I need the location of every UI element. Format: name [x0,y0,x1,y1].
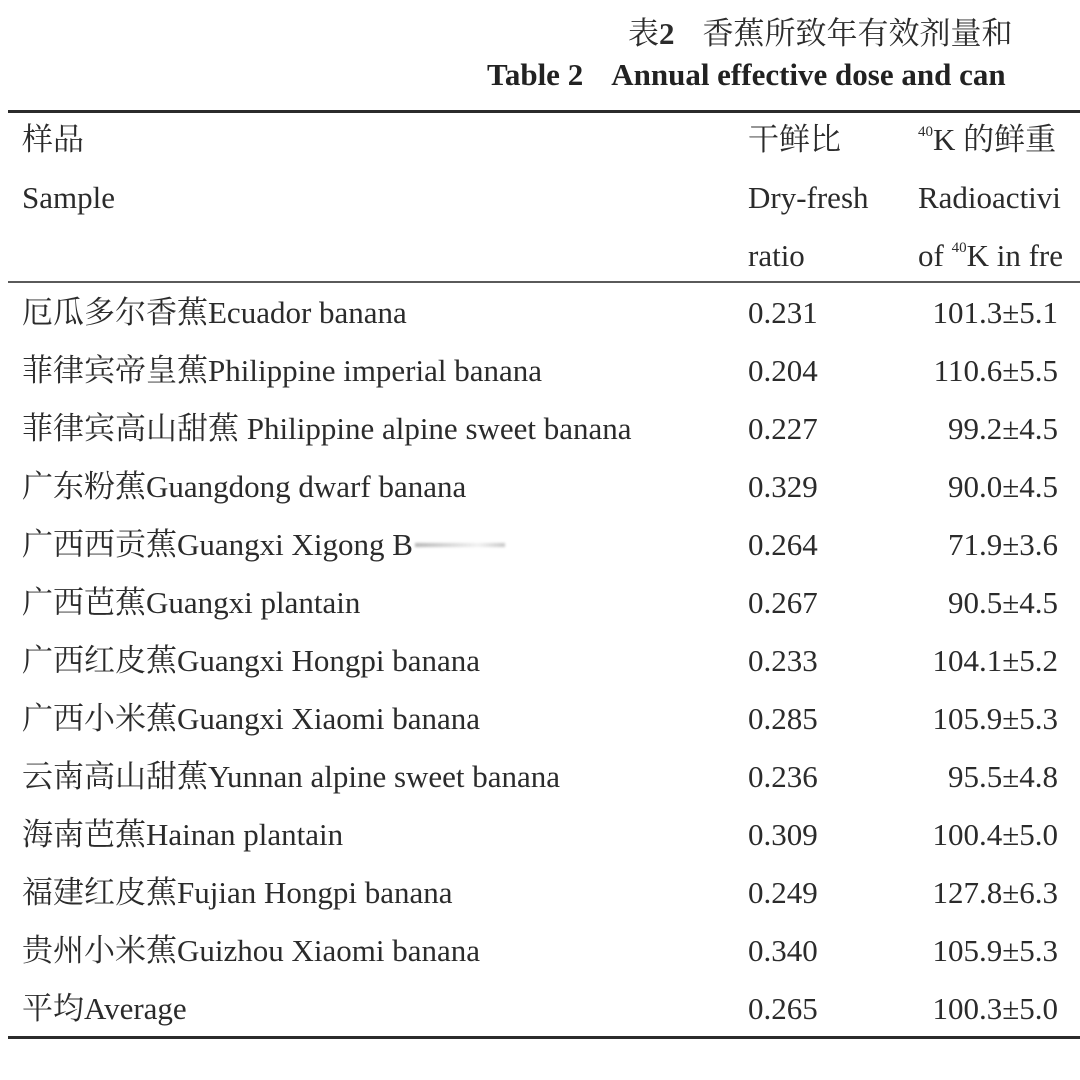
sample-name [22,467,466,507]
table-caption-cn: 香蕉所致年有效剂量和 [702,16,1013,51]
sample-name-cn: 广东粉蕉 [22,469,146,504]
header-k40-en-prefix: of [918,238,952,273]
dry-fresh-ratio: 0.309 [748,817,818,852]
dry-fresh-ratio: 0.204 [748,353,818,388]
sample-name [22,293,407,333]
sample-name [22,525,505,565]
k40-activity: 100.4±5.0 [932,817,1058,852]
k40-activity: 105.9±5.3 [932,701,1058,736]
sample-name-en: Hainan plantain [146,817,344,852]
sample-name-en: Guangdong dwarf banana [146,469,467,504]
header-k40-en-1: Radioactivi [918,180,1061,215]
table-top-rule [8,110,1080,113]
sample-name-en: Guangxi Hongpi banana [177,643,481,678]
table-caption-en: Annual effective dose and can [611,57,1006,92]
dry-fresh-ratio: 0.329 [748,469,818,504]
k40-activity: 99.2±4.5 [947,411,1058,446]
dry-fresh-ratio: 0.233 [748,643,818,678]
k40-activity: 95.5±4.8 [947,759,1058,794]
table-label-cn: 表 [628,16,659,51]
k40-activity: 71.9±3.6 [947,527,1058,562]
sample-name-en: Yunnan alpine sweet banana [208,759,561,794]
sample-name-en: Guangxi Xiaomi banana [177,701,481,736]
sample-name [22,815,343,855]
k40-activity: 105.9±5.3 [932,933,1058,968]
sample-name-en: Guangxi plantain [146,585,361,620]
table-number-cn: 2 [659,16,675,51]
k40-activity: 100.3±5.0 [932,991,1058,1026]
table-bottom-rule [8,1036,1080,1039]
sample-name-en: Philippine imperial banana [208,353,543,388]
k40-activity: 127.8±6.3 [932,875,1058,910]
dry-fresh-ratio: 0.231 [748,295,818,330]
dry-fresh-ratio: 0.227 [748,411,818,446]
isotope-superscript: 40 [951,240,967,256]
dry-fresh-ratio: 0.267 [748,585,818,620]
table-label-en: Table 2 [487,57,584,92]
sample-name [22,583,360,623]
sample-name-cn: 平均 [22,991,84,1026]
sample-name [22,931,480,971]
table-title-english [487,55,1006,95]
sample-name-cn: 云南高山甜蕉 [22,759,208,794]
dry-fresh-ratio: 0.340 [748,933,818,968]
dry-fresh-ratio: 0.249 [748,875,818,910]
sample-name-cn: 福建红皮蕉 [22,875,177,910]
dry-fresh-ratio: 0.236 [748,759,818,794]
sample-name [22,351,542,391]
k40-activity: 110.6±5.5 [933,353,1058,388]
isotope-superscript: 40 [918,124,933,140]
header-sample-en: Sample [22,180,115,215]
sample-name-cn: 菲律宾帝皇蕉 [22,353,208,388]
dry-fresh-ratio: 0.285 [748,701,818,736]
sample-name-cn: 菲律宾高山甜蕉 [22,411,239,446]
header-sample-cn: 样品 [22,122,84,157]
header-k40-en-2 [918,236,1063,276]
header-dry-fresh-en-2: ratio [748,238,805,273]
sample-name [22,641,480,681]
table-title-chinese [628,14,1013,54]
k40-activity: 90.5±4.5 [947,585,1058,620]
sample-name [22,757,560,797]
dry-fresh-ratio: 0.264 [748,527,818,562]
header-dry-fresh-en-1: Dry-fresh [748,180,869,215]
k40-activity: 101.3±5.1 [932,295,1058,330]
sample-name-en: Ecuador banana [208,295,407,330]
sample-name-cn: 海南芭蕉 [22,817,146,852]
sample-name-cn: 广西红皮蕉 [22,643,177,678]
sample-name-cn: 广西西贡蕉 [22,527,177,562]
sample-name-en: Guangxi Xigong B [177,527,413,562]
sample-name [22,699,480,739]
sample-name-en: Philippine alpine sweet banana [239,411,632,446]
sample-name [22,989,187,1029]
table-header-rule [8,281,1080,283]
sample-name [22,873,453,913]
sample-name-cn: 广西芭蕉 [22,585,146,620]
sample-name [22,409,632,449]
sample-name-en: Fujian Hongpi banana [177,875,453,910]
header-k40-cn-text: K 的鲜重 [933,122,1057,157]
k40-activity: 104.1±5.2 [932,643,1058,678]
sample-name-cn: 厄瓜多尔香蕉 [22,295,208,330]
sample-name-en: Average [84,991,187,1026]
sample-name-cn: 广西小米蕉 [22,701,177,736]
k40-activity: 90.0±4.5 [947,469,1058,504]
sample-name-cn: 贵州小米蕉 [22,933,177,968]
header-k40-en-suffix: K in fre [966,238,1063,273]
header-k40-cn [918,120,1056,160]
header-dry-fresh-cn: 干鲜比 [748,122,841,157]
dry-fresh-ratio: 0.265 [748,991,818,1026]
sample-name-en: Guizhou Xiaomi banana [177,933,481,968]
smudge-artifact [415,543,505,547]
